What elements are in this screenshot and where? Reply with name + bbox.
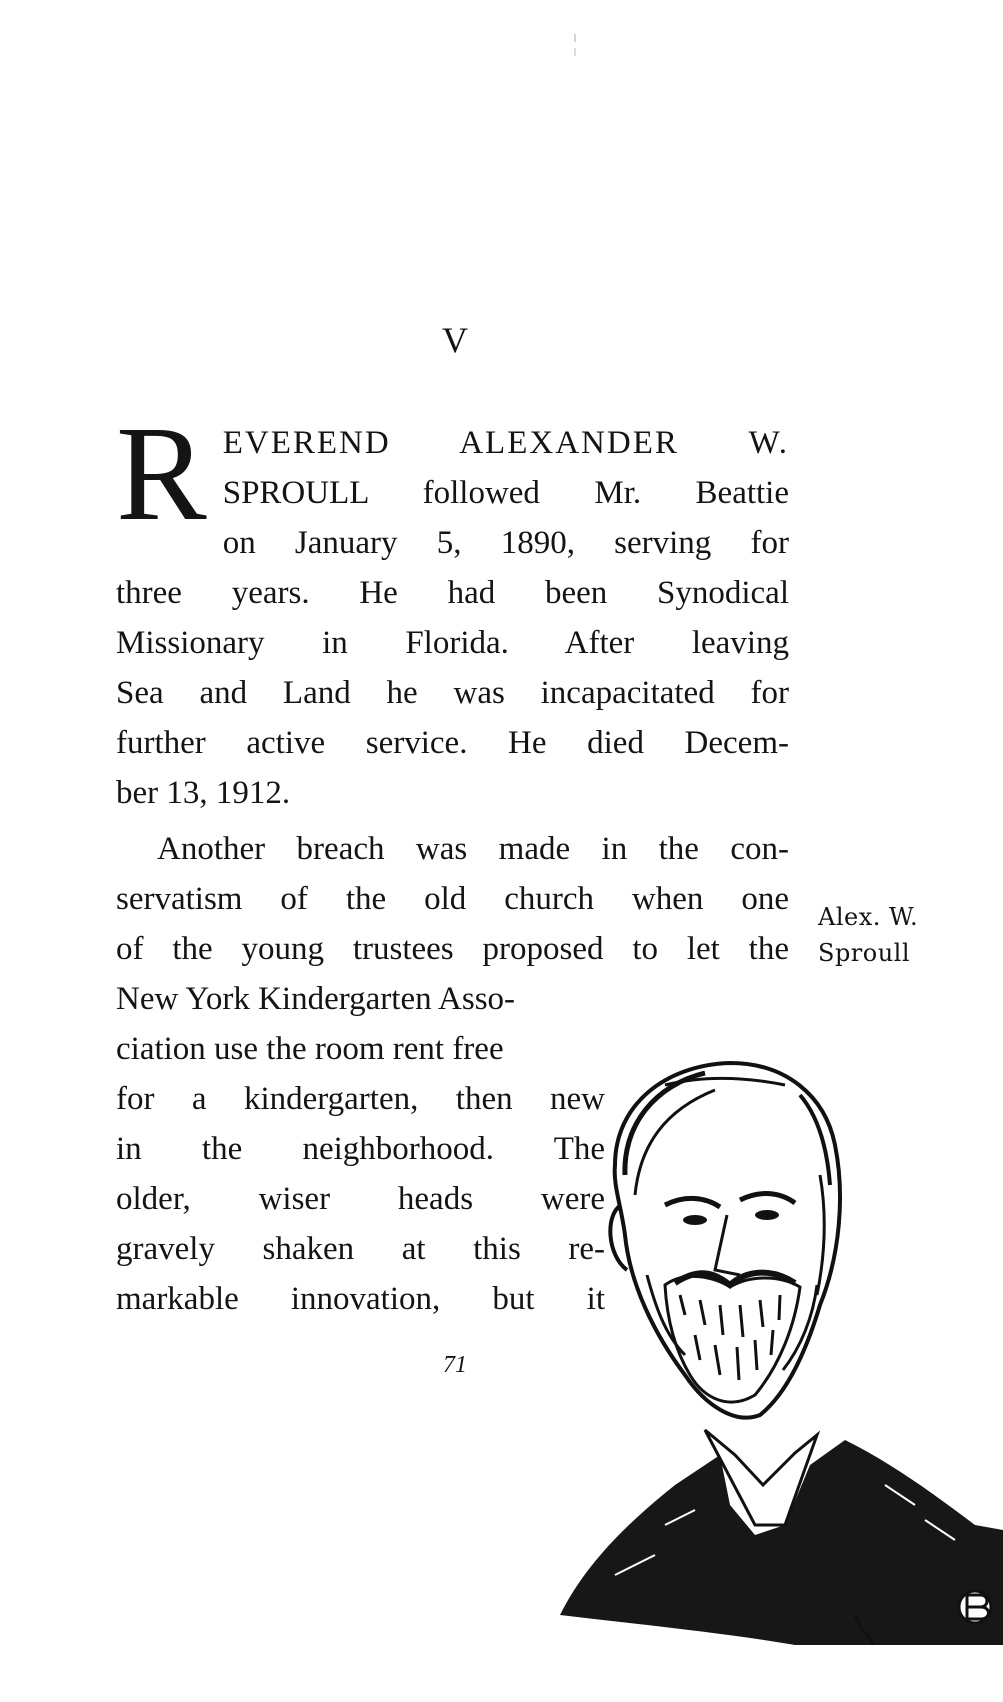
text-line: in the neighborhood. The (116, 1131, 605, 1167)
text-line: three years. He had been Synodical (116, 575, 789, 611)
portrait-illustration (555, 1055, 1003, 1645)
margin-note-line: Sproull (818, 939, 911, 967)
page-number: 71 (443, 1352, 467, 1378)
text-line: ciation use the room rent free (116, 1031, 504, 1067)
text-line: Sea and Land he was incapacitated for (116, 675, 789, 711)
text-line: markable innovation, but it (116, 1281, 605, 1317)
margin-note-line: Alex. W. (818, 903, 919, 931)
text-line: EVEREND ALEXANDER W. (222, 425, 789, 461)
text-line: older, wiser heads were (116, 1181, 605, 1217)
paragraph-1 (116, 399, 789, 818)
text-line: gravely shaken at this re- (116, 1231, 605, 1267)
monogram-icon (959, 1591, 991, 1623)
text-line: Missionary in Florida. After leaving (116, 625, 789, 661)
text-line: for a kindergarten, then new (116, 1081, 605, 1117)
text-line: further active service. He died Decem- (116, 725, 789, 761)
text-line: servatism of the old church when one (116, 881, 789, 917)
text-line: New York Kindergarten Asso- (116, 981, 516, 1017)
margin-note (818, 895, 968, 975)
drop-cap: R (116, 399, 207, 549)
text-line: SPROULL followed Mr. Beattie (222, 475, 789, 511)
chapter-numeral: V (442, 320, 468, 360)
text-line: ber 13, 1912. (116, 775, 291, 811)
scan-speck (572, 34, 578, 64)
text-line: of the young trustees proposed to let the (116, 931, 789, 967)
text-line: on January 5, 1890, serving for (222, 525, 789, 561)
text-line: Another breach was made in the con- (157, 831, 789, 867)
